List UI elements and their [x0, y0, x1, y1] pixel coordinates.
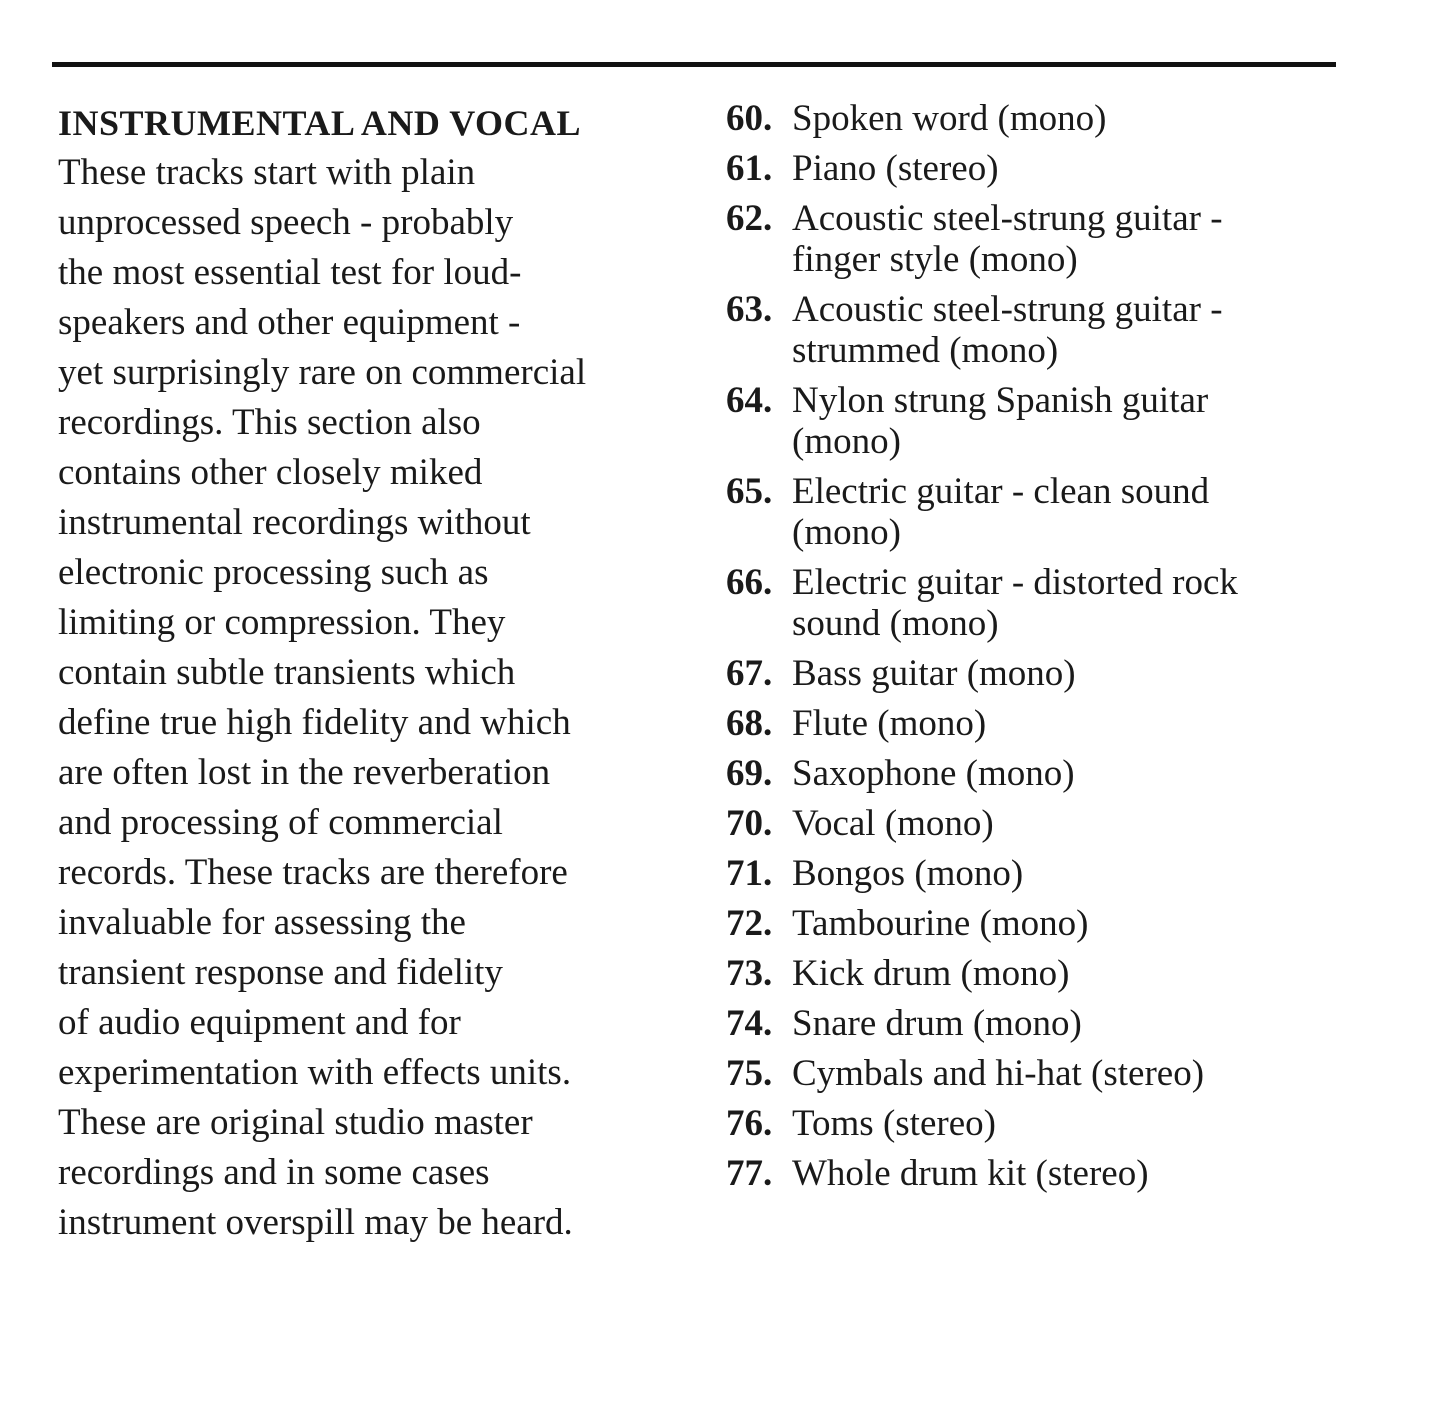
- body-line: instrument overspill may be heard.: [58, 1202, 573, 1243]
- track-list: [726, 98, 1346, 1203]
- track-number: 64.: [726, 380, 773, 421]
- track-item: [726, 289, 1346, 371]
- track-number: 67.: [726, 653, 773, 694]
- track-title-line: Saxophone (mono): [792, 753, 1075, 794]
- track-title-line: Whole drum kit (stereo): [792, 1153, 1149, 1194]
- track-title-line: Nylon strung Spanish guitar: [792, 380, 1209, 421]
- track-title-line: strummed (mono): [792, 330, 1059, 371]
- track-number: 77.: [726, 1153, 773, 1194]
- track-title: [792, 653, 1346, 694]
- track-number: 71.: [726, 853, 773, 894]
- track-title: [792, 471, 1346, 553]
- track-title: [792, 562, 1346, 644]
- body-line: invaluable for assessing the: [58, 902, 466, 943]
- track-title: [792, 953, 1346, 994]
- body-line: the most essential test for loud-: [58, 252, 522, 293]
- body-line: electronic processing such as: [58, 552, 489, 593]
- body-line: These tracks start with plain: [58, 152, 476, 193]
- track-title-line: Acoustic steel-strung guitar -: [792, 289, 1223, 330]
- body-line: define true high fidelity and which: [58, 702, 571, 743]
- track-title-line: Toms (stereo): [792, 1103, 996, 1144]
- track-title-line: finger style (mono): [792, 239, 1078, 280]
- track-title-line: Flute (mono): [792, 703, 987, 744]
- track-item: [726, 853, 1346, 894]
- track-title-line: Cymbals and hi-hat (stereo): [792, 1053, 1205, 1094]
- track-item: [726, 198, 1346, 280]
- section-body: [58, 148, 698, 1248]
- track-number: 69.: [726, 753, 773, 794]
- body-line: are often lost in the reverberation: [58, 752, 551, 793]
- track-title-line: Bongos (mono): [792, 853, 1024, 894]
- track-title-line: Bass guitar (mono): [792, 653, 1076, 694]
- body-line: speakers and other equipment -: [58, 302, 521, 343]
- track-title-line: Tambourine (mono): [792, 903, 1089, 944]
- track-number: 63.: [726, 289, 773, 330]
- track-title: [792, 1003, 1346, 1044]
- track-title: [792, 1153, 1346, 1194]
- body-line: recordings. This section also: [58, 402, 481, 443]
- track-item: [726, 803, 1346, 844]
- track-number: 76.: [726, 1103, 773, 1144]
- track-title-line: Piano (stereo): [792, 148, 999, 189]
- track-title: [792, 1053, 1346, 1094]
- track-item: [726, 1003, 1346, 1044]
- track-title: [792, 703, 1346, 744]
- track-title-line: (mono): [792, 421, 901, 462]
- track-number: 74.: [726, 1003, 773, 1044]
- track-number: 72.: [726, 903, 773, 944]
- track-item: [726, 1053, 1346, 1094]
- track-title: [792, 1103, 1346, 1144]
- track-title: [792, 803, 1346, 844]
- track-item: [726, 703, 1346, 744]
- track-item: [726, 148, 1346, 189]
- body-line: experimentation with effects units.: [58, 1052, 572, 1093]
- body-line: transient response and fidelity: [58, 952, 503, 993]
- track-title: [792, 289, 1346, 371]
- track-number: 65.: [726, 471, 773, 512]
- track-number: 66.: [726, 562, 773, 603]
- track-title-line: Spoken word (mono): [792, 98, 1107, 139]
- track-item: [726, 953, 1346, 994]
- body-line: These are original studio master: [58, 1102, 533, 1143]
- track-title-line: Acoustic steel-strung guitar -: [792, 198, 1223, 239]
- track-item: [726, 380, 1346, 462]
- section-description: [58, 98, 698, 1248]
- track-title: [792, 903, 1346, 944]
- body-line: contains other closely miked: [58, 452, 483, 493]
- track-title: [792, 198, 1346, 280]
- track-title: [792, 380, 1346, 462]
- section-heading: INSTRUMENTAL AND VOCAL: [58, 103, 582, 143]
- track-item: [726, 1103, 1346, 1144]
- track-title: [792, 148, 1346, 189]
- track-title-line: (mono): [792, 512, 901, 553]
- track-item: [726, 753, 1346, 794]
- track-item: [726, 98, 1346, 139]
- body-line: and processing of commercial: [58, 802, 503, 843]
- track-number: 61.: [726, 148, 773, 189]
- track-title-line: Electric guitar - clean sound: [792, 471, 1210, 512]
- track-item: [726, 562, 1346, 644]
- track-title: [792, 853, 1346, 894]
- top-divider-rule: [52, 62, 1336, 67]
- body-line: of audio equipment and for: [58, 1002, 461, 1043]
- track-item: [726, 903, 1346, 944]
- track-item: [726, 653, 1346, 694]
- track-number: 70.: [726, 803, 773, 844]
- body-line: recordings and in some cases: [58, 1152, 490, 1193]
- body-line: instrumental recordings without: [58, 502, 531, 543]
- track-title: [792, 753, 1346, 794]
- body-line: records. These tracks are therefore: [58, 852, 568, 893]
- track-item: [726, 471, 1346, 553]
- track-number: 75.: [726, 1053, 773, 1094]
- track-title-line: Snare drum (mono): [792, 1003, 1082, 1044]
- track-title-line: Vocal (mono): [792, 803, 994, 844]
- track-title-line: Kick drum (mono): [792, 953, 1070, 994]
- body-line: yet surprisingly rare on commercial: [58, 352, 587, 393]
- track-title-line: sound (mono): [792, 603, 999, 644]
- track-number: 68.: [726, 703, 773, 744]
- track-title: [792, 98, 1346, 139]
- track-number: 60.: [726, 98, 773, 139]
- body-line: limiting or compression. They: [58, 602, 506, 643]
- track-title-line: Electric guitar - distorted rock: [792, 562, 1238, 603]
- track-number: 73.: [726, 953, 773, 994]
- track-number: 62.: [726, 198, 773, 239]
- body-line: contain subtle transients which: [58, 652, 516, 693]
- body-line: unprocessed speech - probably: [58, 202, 514, 243]
- track-item: [726, 1153, 1346, 1194]
